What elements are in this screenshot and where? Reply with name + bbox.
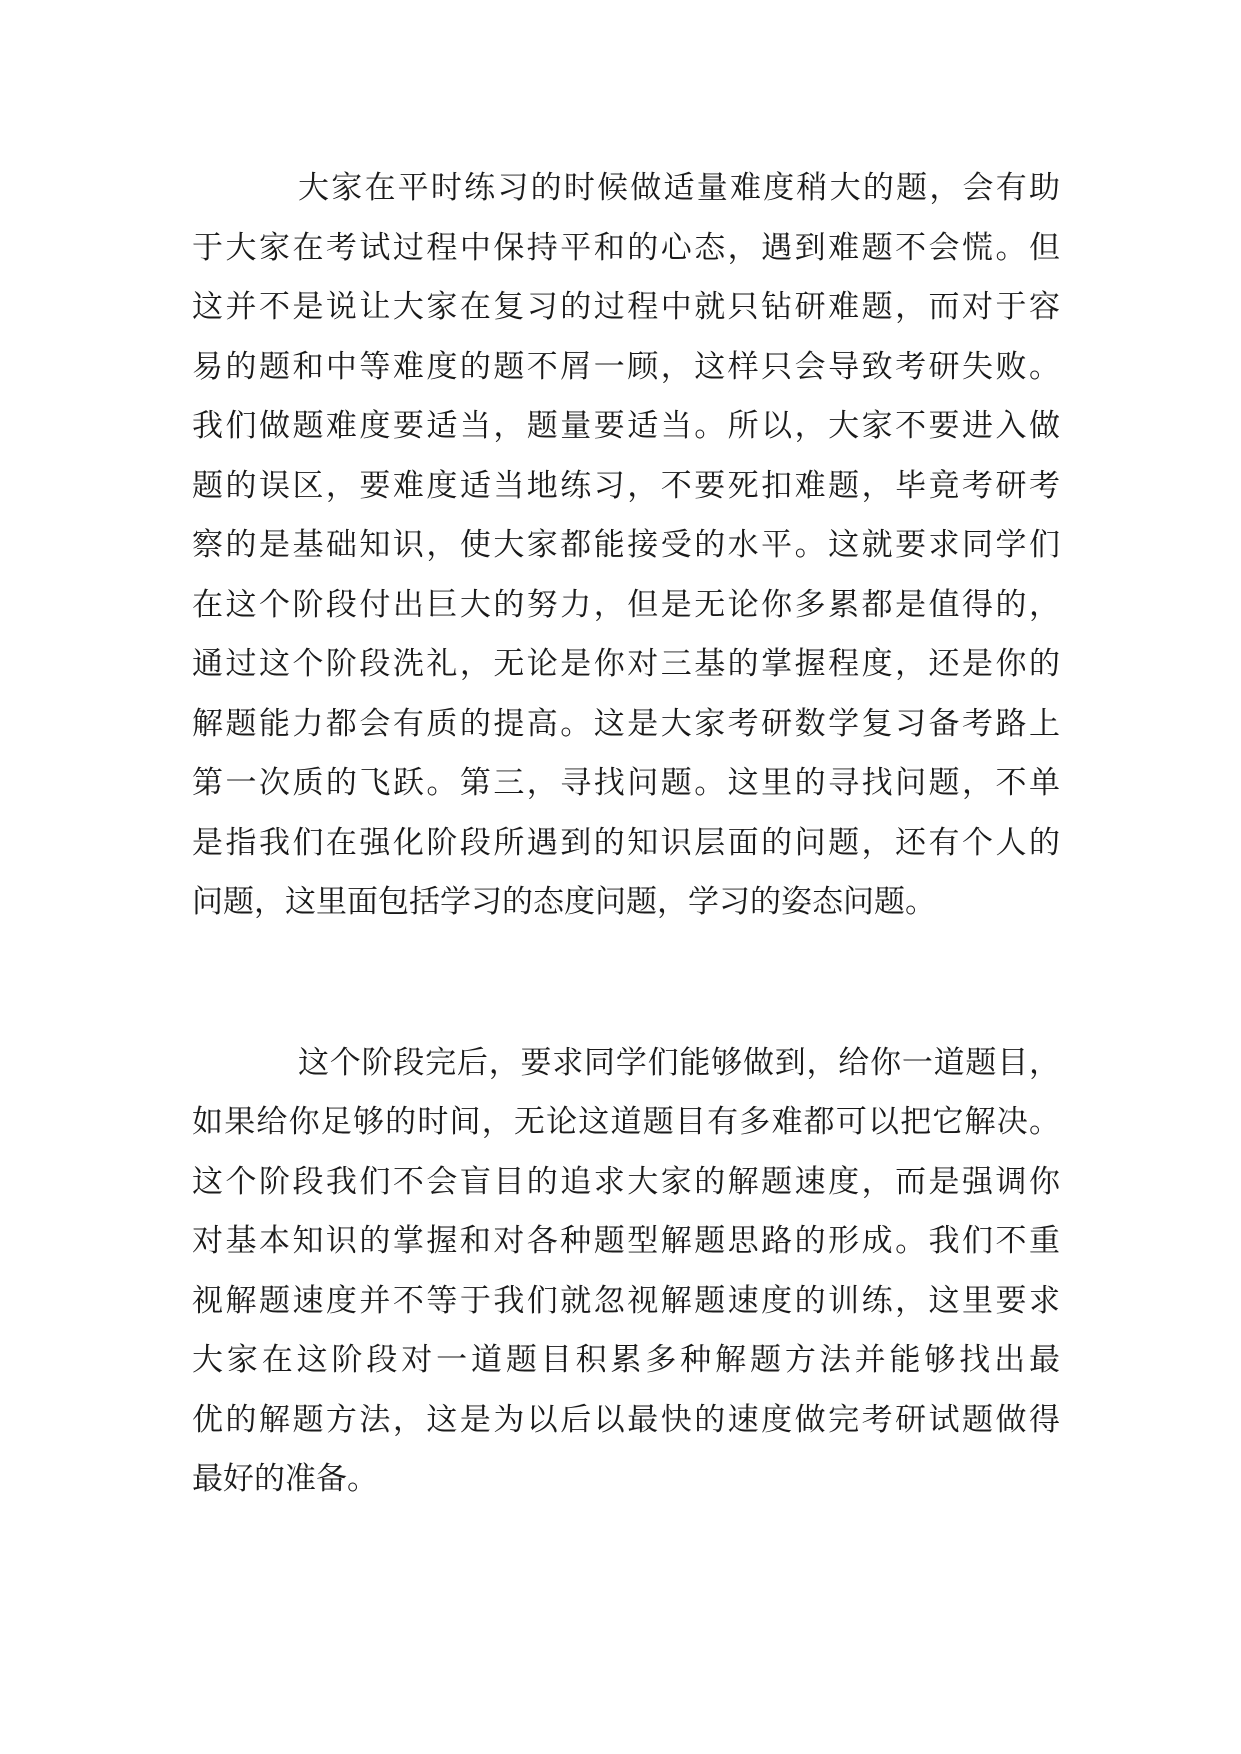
paragraph-line: 这个阶段我们不会盲目的追求大家的解题速度，而是强调你 bbox=[192, 1164, 1060, 1200]
paragraph-line: 察的是基础知识，使大家都能接受的水平。这就要求同学们 bbox=[192, 527, 1060, 563]
paragraph-line: 通过这个阶段洗礼，无论是你对三基的掌握程度，还是你的 bbox=[192, 646, 1060, 682]
paragraph-line: 视解题速度并不等于我们就忽视解题速度的训练，这里要求 bbox=[192, 1283, 1060, 1319]
paragraph-line: 解题能力都会有质的提高。这是大家考研数学复习备考路上 bbox=[192, 706, 1060, 742]
paragraph-line: 是指我们在强化阶段所遇到的知识层面的问题，还有个人的 bbox=[192, 825, 1060, 861]
paragraph-line: 我们做题难度要适当，题量要适当。所以，大家不要进入做 bbox=[192, 408, 1060, 444]
paragraph-line: 大家在这阶段对一道题目积累多种解题方法并能够找出最 bbox=[192, 1342, 1060, 1378]
paragraph-line: 这个阶段完后，要求同学们能够做到，给你一道题目， bbox=[298, 1045, 1060, 1081]
paragraph-line: 优的解题方法，这是为以后以最快的速度做完考研试题做得 bbox=[192, 1402, 1060, 1438]
paragraph-line: 最好的准备。 bbox=[192, 1461, 378, 1497]
paragraph-line: 对基本知识的掌握和对各种题型解题思路的形成。我们不重 bbox=[192, 1223, 1060, 1259]
paragraph-line: 易的题和中等难度的题不屑一顾，这样只会导致考研失败。 bbox=[192, 349, 1060, 385]
paragraph-line: 在这个阶段付出巨大的努力，但是无论你多累都是值得的， bbox=[192, 587, 1060, 623]
paragraph-line: 如果给你足够的时间，无论这道题目有多难都可以把它解决。 bbox=[192, 1104, 1060, 1140]
paragraph-line: 于大家在考试过程中保持平和的心态，遇到难题不会慌。但 bbox=[192, 230, 1060, 266]
paragraph-line: 这并不是说让大家在复习的过程中就只钻研难题，而对于容 bbox=[192, 289, 1060, 325]
paragraph-line: 第一次质的飞跃。第三，寻找问题。这里的寻找问题，不单 bbox=[192, 765, 1060, 801]
paragraph-line: 题的误区，要难度适当地练习，不要死扣难题，毕竟考研考 bbox=[192, 468, 1060, 504]
paragraph-line: 问题，这里面包括学习的态度问题，学习的姿态问题。 bbox=[192, 884, 936, 920]
paragraph-line: 大家在平时练习的时候做适量难度稍大的题，会有助 bbox=[298, 170, 1060, 206]
